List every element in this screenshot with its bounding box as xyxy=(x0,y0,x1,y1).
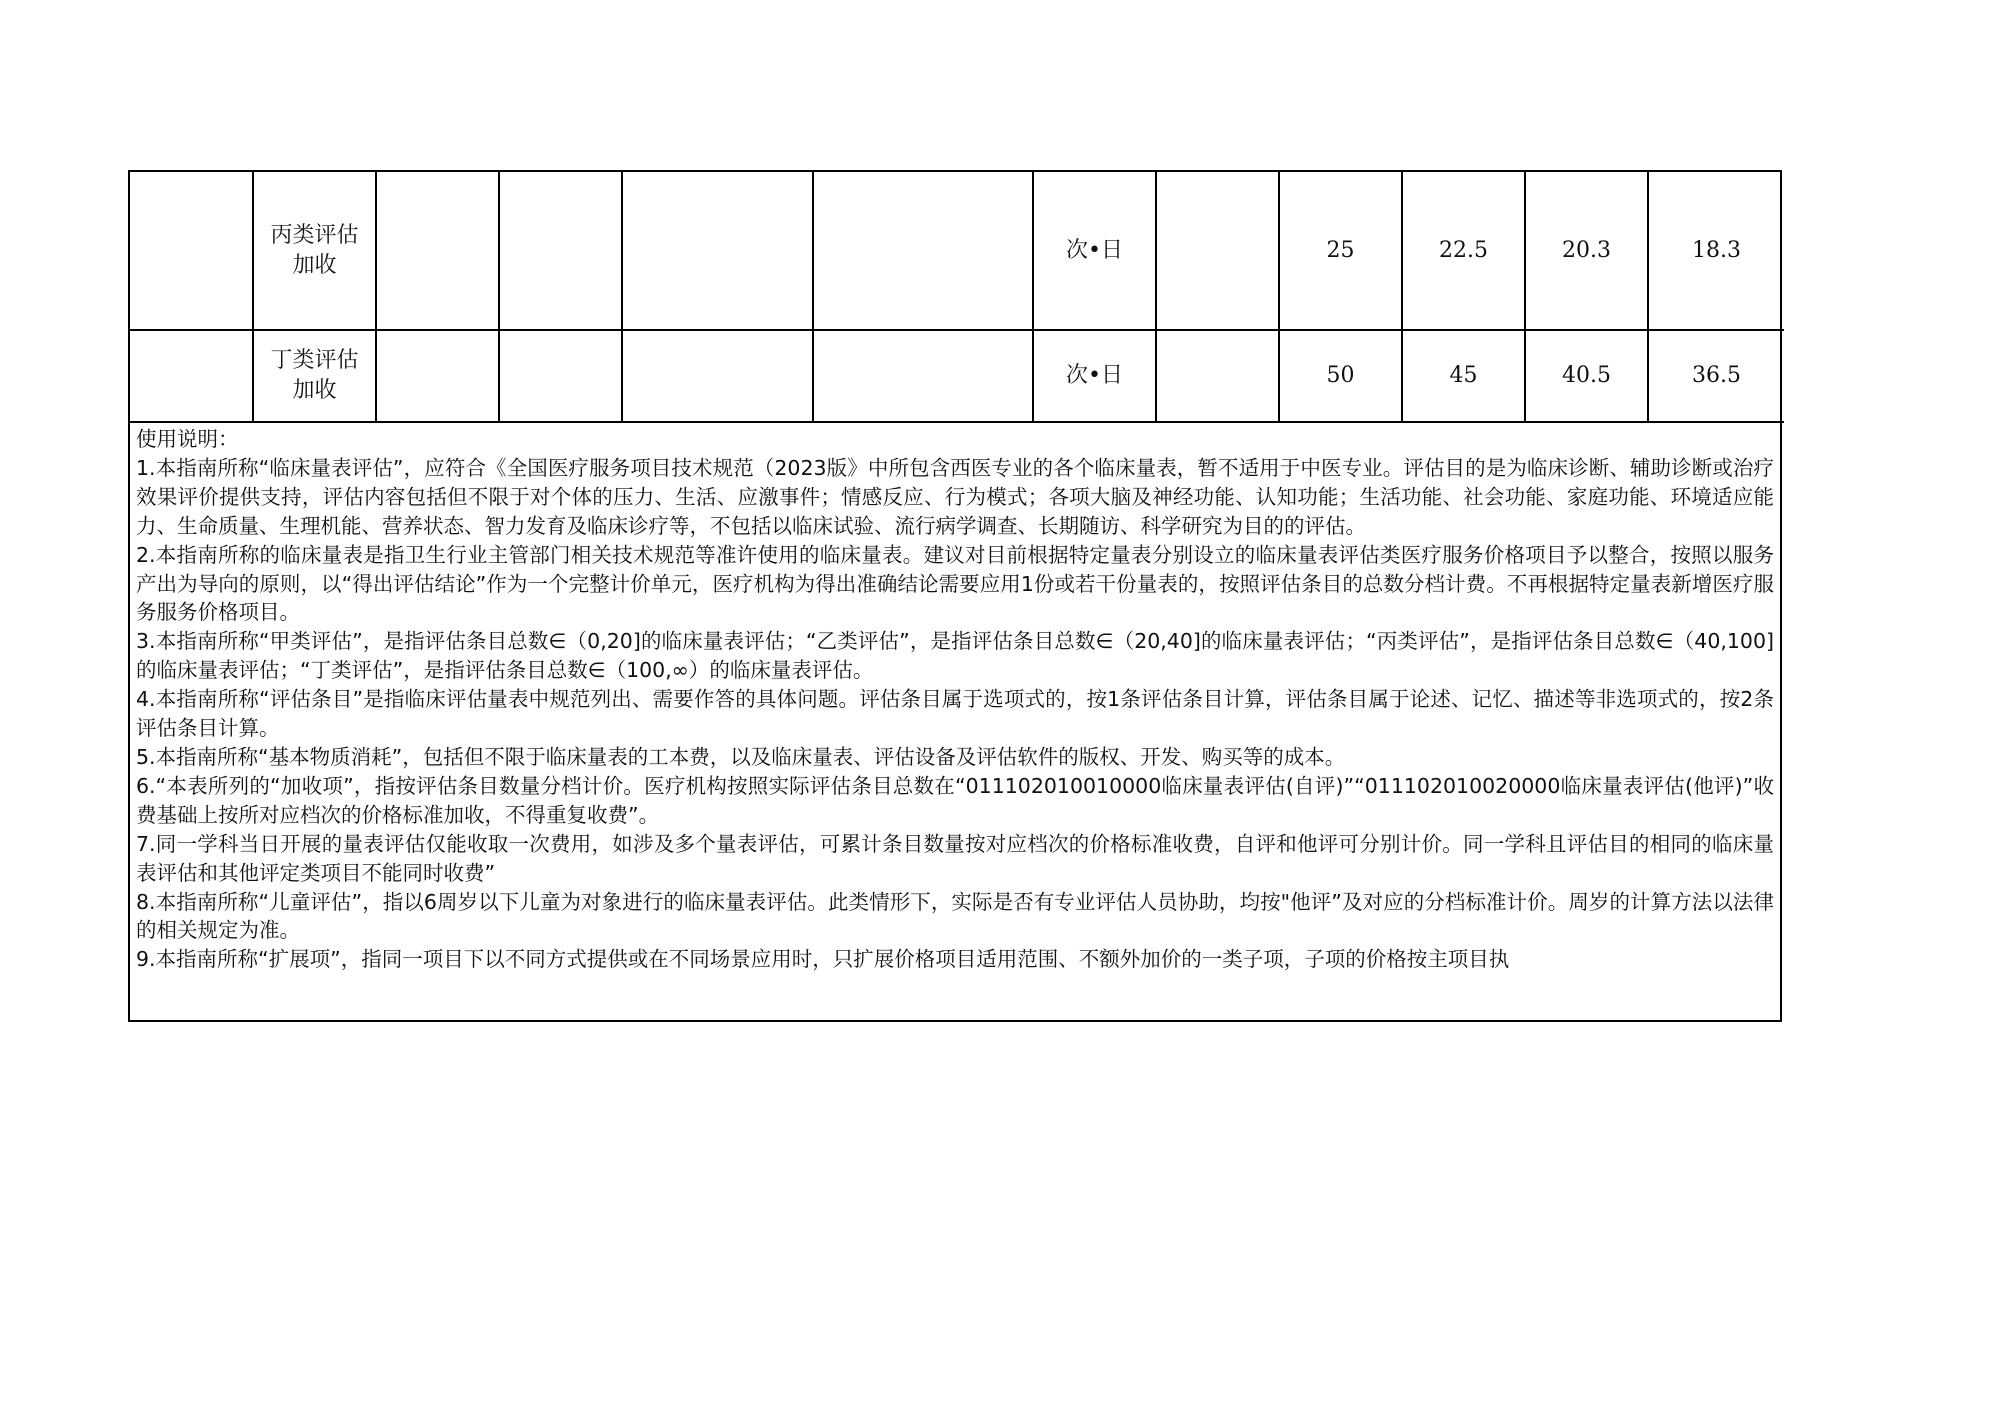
empty-cell xyxy=(130,330,253,422)
price-cell: 18.3 xyxy=(1648,172,1784,330)
item-name-line: 丙类评估 xyxy=(270,222,359,248)
item-name-line: 加收 xyxy=(292,378,337,403)
notes-heading: 使用说明： xyxy=(136,427,239,451)
empty-cell xyxy=(813,172,1033,330)
empty-cell xyxy=(376,172,499,330)
price-cell: 40.5 xyxy=(1525,330,1648,422)
unit-cell: 次•日 xyxy=(1033,330,1156,422)
empty-cell xyxy=(376,330,499,422)
price-cell: 36.5 xyxy=(1648,330,1784,422)
item-name-cell xyxy=(253,172,376,330)
note-item: 6.“本表所列的“加收项”，指按评估条目数量分档计价。医疗机构按照实际评估条目总数在“011102010010000临床量表评估(自评)”“011102010020000临床量表评估(他评)”收费基础上按所对应档次的价格标准加收，不得重复收费”。 xyxy=(136,773,1774,827)
note-item: 8.本指南所称“儿童评估”，指以6周岁以下儿童为对象进行的临床量表评估。此类情形下，实际是否有专业评估人员协助，均按"他评”及对应的分档标准计价。周岁的计算方法以法律的相关规定为准。 xyxy=(136,889,1774,943)
empty-cell xyxy=(622,172,813,330)
table-row xyxy=(130,330,1784,422)
note-item: 3.本指南所称“甲类评估”，是指评估条目总数∈（0,20]的临床量表评估；“乙类评估”，是指评估条目总数∈（20,40]的临床量表评估；“丙类评估”，是指评估条目总数∈（40,100]的临床量表评估；“丁类评估”，是指评估条目总数∈（100,∞）的临床量表评估。 xyxy=(136,629,1774,683)
item-name-cell xyxy=(253,330,376,422)
price-grid xyxy=(130,172,1784,423)
note-item: 1.本指南所称“临床量表评估”，应符合《全国医疗服务项目技术规范（2023版》中所包含西医专业的各个临床量表，暂不适用于中医专业。评估目的是为临床诊断、辅助诊断或治疗效果评价提供支持，评估内容包括但不限于对个体的压力、生活、应激事件；情感反应、行为模式；各项大脑及神经功能、认知功能；生活功能、社会功能、家庭功能、环境适应能力、生命质量、生理机能、营养状态、智力发育及临床诊疗等，不包括以临床试验、流行病学调查、长期随访、科学研究为目的的评估。 xyxy=(136,455,1774,538)
empty-cell xyxy=(499,172,622,330)
table-row xyxy=(130,172,1784,330)
item-name-line: 丁类评估 xyxy=(270,348,359,373)
price-cell: 22.5 xyxy=(1402,172,1525,330)
note-item: 4.本指南所称“评估条目”是指临床评估量表中规范列出、需要作答的具体问题。评估条目属于选项式的，按1条评估条目计算，评估条目属于论述、记忆、描述等非选项式的，按2条评估条目计算。 xyxy=(136,687,1774,741)
empty-cell xyxy=(1156,330,1279,422)
empty-cell xyxy=(813,330,1033,422)
price-cell: 50 xyxy=(1279,330,1402,422)
item-name-line: 加收 xyxy=(292,252,337,278)
note-item: 5.本指南所称“基本物质消耗”，包括但不限于临床量表的工本费，以及临床量表、评估设备及评估软件的版权、开发、购买等的成本。 xyxy=(136,744,1346,769)
empty-cell xyxy=(622,330,813,422)
price-table xyxy=(128,170,1782,1022)
empty-cell xyxy=(499,330,622,422)
empty-cell xyxy=(130,172,253,330)
note-item: 7.同一学科当日开展的量表评估仅能收取一次费用，如涉及多个量表评估，可累计条目数量按对应档次的价格标准收费，自评和他评可分别计价。同一学科且评估目的相同的临床量表评估和其他评定类项目不能同时收费” xyxy=(136,831,1774,885)
unit-cell: 次•日 xyxy=(1033,172,1156,330)
empty-cell xyxy=(1156,172,1279,330)
usage-notes xyxy=(130,421,1780,1020)
note-item: 9.本指南所称“扩展项”，指同一项目下以不同方式提供或在不同场景应用时，只扩展价格项目适用范围、不额外加价的一类子项，子项的价格按主项目执 xyxy=(136,947,1510,972)
price-cell: 25 xyxy=(1279,172,1402,330)
price-cell: 20.3 xyxy=(1525,172,1648,330)
price-cell: 45 xyxy=(1402,330,1525,422)
note-item: 2.本指南所称的临床量表是指卫生行业主管部门相关技术规范等准许使用的临床量表。建议对目前根据特定量表分别设立的临床量表评估类医疗服务价格项目予以整合，按照以服务产出为导向的原则，以“得出评估结论”作为一个完整计价单元，医疗机构为得出准确结论需要应用1份或若干份量表的，按照评估条目的总数分档计费。不再根据特定量表新增医疗服务服务价格项目。 xyxy=(136,542,1774,625)
